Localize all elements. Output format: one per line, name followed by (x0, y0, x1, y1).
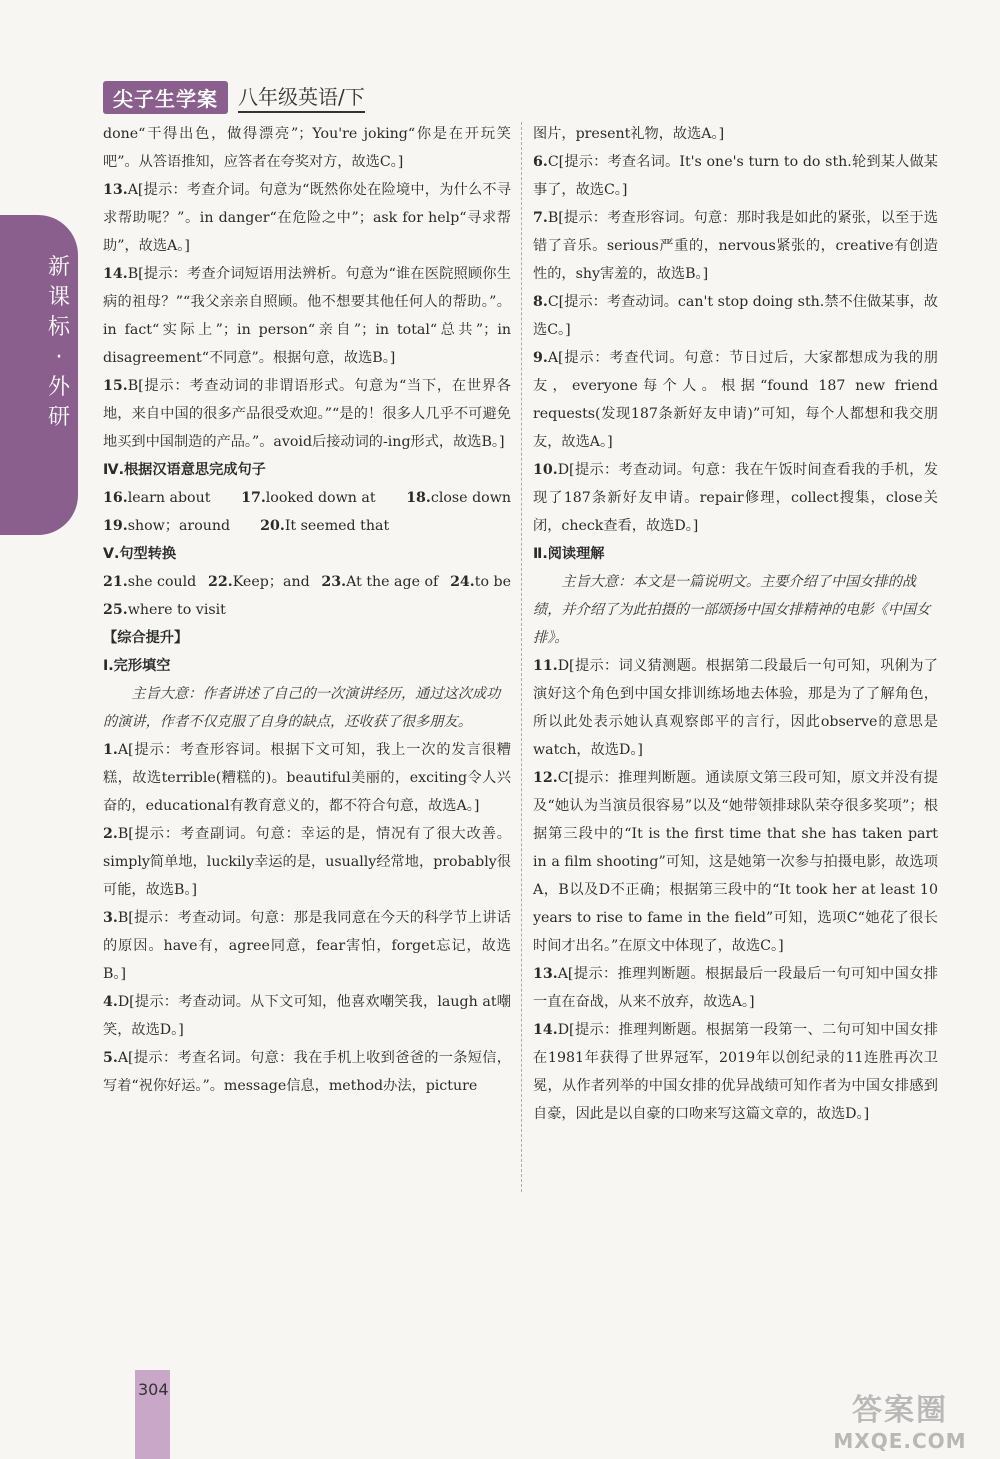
answer-text: B[提示：考查介词短语用法辨析。句意为“谁在医院照顾你生病的祖母？”“我父亲亲自照顾。他不想要其他任何人的帮助。”。in fact“实际上”；in person“亲自”；in total“总共”；in disagreement“不同意”。根据句意，故选B。] (103, 266, 511, 366)
answer-text: B[提示：考查副词。句意：幸运的是，情况有了很大改善。simply简单地，luckily幸运的是，usually经常地，probably很可能，故选B。] (103, 826, 511, 898)
summary: 主旨大意：作者讲述了自己的一次演讲经历，通过这次成功的演讲，作者不仅克服了自身的缺点，还收获了很多朋友。 (103, 686, 501, 730)
answer-text: A[提示：考查介词。句意为“既然你处在险境中，为什么不寻求帮助呢？”。in danger“在危险之中”；ask for help“寻求帮助”，故选A。] (103, 182, 511, 254)
answer-number: 20. (260, 518, 285, 534)
watermark-logo-text: 答案圈 (852, 1393, 948, 1428)
side-tab-char: 外 (47, 375, 70, 400)
answer-8 (533, 288, 938, 344)
answer-5 (103, 1044, 511, 1100)
side-tab-char: 研 (47, 405, 70, 430)
answer-item (103, 512, 230, 540)
answer-13 (533, 960, 938, 1016)
answer-number: 25. (103, 602, 128, 618)
answer-text: D[提示：考查动词。从下文可知，他喜欢嘲笑我，laugh at嘲笑，故选D。] (103, 994, 511, 1038)
answer-number: 4. (103, 994, 118, 1010)
answer-item (103, 568, 196, 596)
summary: 主旨大意：本文是一篇说明文。主要介绍了中国女排的战绩，并介绍了为此拍摄的一部颂扬中国女排精神的电影《中国女排》。 (533, 574, 931, 646)
answer-4 (103, 988, 511, 1044)
answer-text: show；around (127, 518, 231, 534)
answer-text: It seemed that (284, 518, 390, 534)
section-title: 【综合提升】 (103, 630, 189, 646)
page-number: 304 (138, 1380, 169, 1399)
answer-text: At the age of (346, 574, 439, 590)
answer-number: 16. (103, 490, 128, 506)
side-tab-char: 新 (47, 255, 70, 280)
answer-6 (533, 148, 938, 204)
answer-text: A[提示：考查形容词。根据下文可知，我上一次的发言很糟糕，故选terrible(糟糕的)。beautiful美丽的，exciting令人兴奋的，educational有教育意义的，都不符合句意，故选A。] (103, 742, 511, 814)
left-column (103, 120, 511, 1100)
right-column (533, 120, 938, 1128)
answer-14 (533, 1016, 938, 1128)
answer-number: 6. (533, 154, 548, 170)
answer-number: 8. (533, 294, 548, 310)
answer-item (406, 484, 511, 512)
answer-item (321, 568, 438, 596)
answer-text: D[提示：词义猜测题。根据第二段最后一句可知，巩俐为了演好这个角色到中国女排训练场地去体验，那是为了了解角色，所以此处表示她认真观察郎平的言行，因此observe的意思是watch，故选D。] (533, 658, 938, 758)
answer-number: 3. (103, 910, 118, 926)
answer-text: learn about (127, 490, 211, 506)
section-title: Ⅱ.阅读理解 (533, 546, 605, 562)
answer-text: close down (430, 490, 511, 506)
answer-number: 1. (103, 742, 118, 758)
continued-answer: 图片，present礼物，故选A。] (533, 126, 725, 142)
answer-number: 13. (103, 182, 128, 198)
answer-row (103, 596, 511, 624)
answer-item (103, 596, 226, 624)
answer-text: D[提示：考查动词。句意：我在午饭时间查看我的手机，发现了187条新好友申请。repair修理，collect搜集，close关闭，check查看，故选D。] (533, 462, 938, 534)
answer-14 (103, 260, 511, 372)
answer-item (450, 568, 511, 596)
continued-answer: done“干得出色，做得漂亮”；You're joking“你是在开玩笑吧”。从答语推知，应答者在夸奖对方，故选C。] (103, 126, 511, 170)
answer-number: 23. (321, 574, 347, 590)
answer-item (208, 568, 310, 596)
watermark-url: MXQE.COM (833, 1429, 967, 1453)
answer-text: to be (474, 574, 511, 590)
answer-item (260, 512, 389, 540)
section-title: Ⅰ.完形填空 (103, 658, 171, 674)
header-title: 八年级英语/下 (238, 81, 365, 113)
watermark (820, 1385, 980, 1455)
answer-text: B[提示：考查形容词。句意：那时我是如此的紧张，以至于选错了音乐。serious严重的，nervous紧张的，creative有创造性的，shy害羞的，故选B。] (533, 210, 938, 282)
answer-7 (533, 204, 938, 288)
answer-number: 2. (103, 826, 118, 842)
side-tab-char: 标 (47, 315, 70, 340)
answer-number: 17. (241, 490, 266, 506)
answer-number: 11. (533, 658, 558, 674)
answer-number: 14. (533, 1022, 558, 1038)
answer-text: D[提示：推理判断题。根据第一段第一、二句可知中国女排在1981年获得了世界冠军，2019年以创纪录的11连胜再次卫冕，从作者列举的中国女排的优异战绩可知作者为中国女排感到自豪，因此是以自豪的口吻来写这篇文章的，故选D。] (533, 1022, 938, 1122)
answer-number: 21. (103, 574, 128, 590)
side-tab-char: · (55, 345, 63, 370)
answer-number: 14. (103, 266, 128, 282)
answer-row (103, 484, 511, 512)
answer-row (103, 512, 511, 540)
answer-item (103, 484, 210, 512)
answer-12 (533, 764, 938, 960)
answer-number: 18. (406, 490, 431, 506)
answer-text: A[提示：推理判断题。根据最后一段最后一句可知中国女排一直在奋战，从来不放弃，故选A。] (533, 966, 938, 1010)
side-tab (0, 215, 78, 535)
answer-number: 15. (103, 378, 128, 394)
answer-number: 9. (533, 350, 548, 366)
answer-number: 12. (533, 770, 558, 786)
answer-text: she could (127, 574, 197, 590)
answer-text: Keep；and (232, 574, 310, 590)
answer-text: C[提示：考查名词。It's one's turn to do sth.轮到某人做某事了，故选C。] (533, 154, 938, 198)
answer-number: 22. (208, 574, 233, 590)
answer-number: 10. (533, 462, 558, 478)
answer-3 (103, 904, 511, 988)
brand-logo: 尖子生学案 (103, 81, 228, 114)
answer-1 (103, 736, 511, 820)
answer-number: 7. (533, 210, 548, 226)
side-tab-text (44, 253, 74, 433)
section-title: Ⅴ.句型转换 (103, 546, 177, 562)
answer-11 (533, 652, 938, 764)
answer-15 (103, 372, 511, 456)
answer-13 (103, 176, 511, 260)
answer-text: B[提示：考查动词的非谓语形式。句意为“当下，在世界各地，来自中国的很多产品很受欢迎。”“是的！很多人几乎不可避免地买到中国制造的产品。”。avoid后接动词的-ing形式，故选B。] (103, 378, 511, 450)
answer-number: 19. (103, 518, 128, 534)
answer-number: 5. (103, 1050, 118, 1066)
answer-text: C[提示：考查动词。can't stop doing sth.禁不住做某事，故选C。] (533, 294, 938, 338)
answer-text: A[提示：考查代词。句意：节日过后，大家都想成为我的朋友，everyone每个人。根据“found 187 new friend requests(发现187条新好友申请)”可知，每个人都想和我交朋友，故选A。] (533, 350, 938, 450)
side-tab-char: 课 (47, 285, 70, 310)
answer-text: looked down at (265, 490, 376, 506)
answer-text: A[提示：考查名词。句意：我在手机上收到爸爸的一条短信，写着“祝你好运。”。message信息，method办法，picture (103, 1050, 511, 1094)
answer-9 (533, 344, 938, 456)
answer-item (241, 484, 375, 512)
answer-number: 24. (450, 574, 475, 590)
answer-2 (103, 820, 511, 904)
answer-text: C[提示：推理判断题。通读原文第三段可知，原文并没有提及“她认为当演员很容易”以及“她带领排球队荣夺很多奖项”；根据第三段中的“It is the first time that she has taken part in a film shooting”可知，这是她第一次参与拍摄电影，故选项A，B以及D不正确；根据第三段中的“It took her at least 10 years to rise to fame in the field”可知，选项C“她花了很长时间才出名。”在原文中体现了，故选C。] (533, 770, 938, 954)
answer-row (103, 568, 511, 596)
column-divider (521, 122, 522, 1192)
answer-number: 13. (533, 966, 558, 982)
page-header (103, 82, 365, 112)
answer-text: where to visit (127, 602, 226, 618)
answer-text: B[提示：考查动词。句意：那是我同意在今天的科学节上讲话的原因。have有，agree同意，fear害怕，forget忘记，故选B。] (103, 910, 511, 982)
answer-10 (533, 456, 938, 540)
section-title: Ⅳ.根据汉语意思完成句子 (103, 462, 266, 478)
